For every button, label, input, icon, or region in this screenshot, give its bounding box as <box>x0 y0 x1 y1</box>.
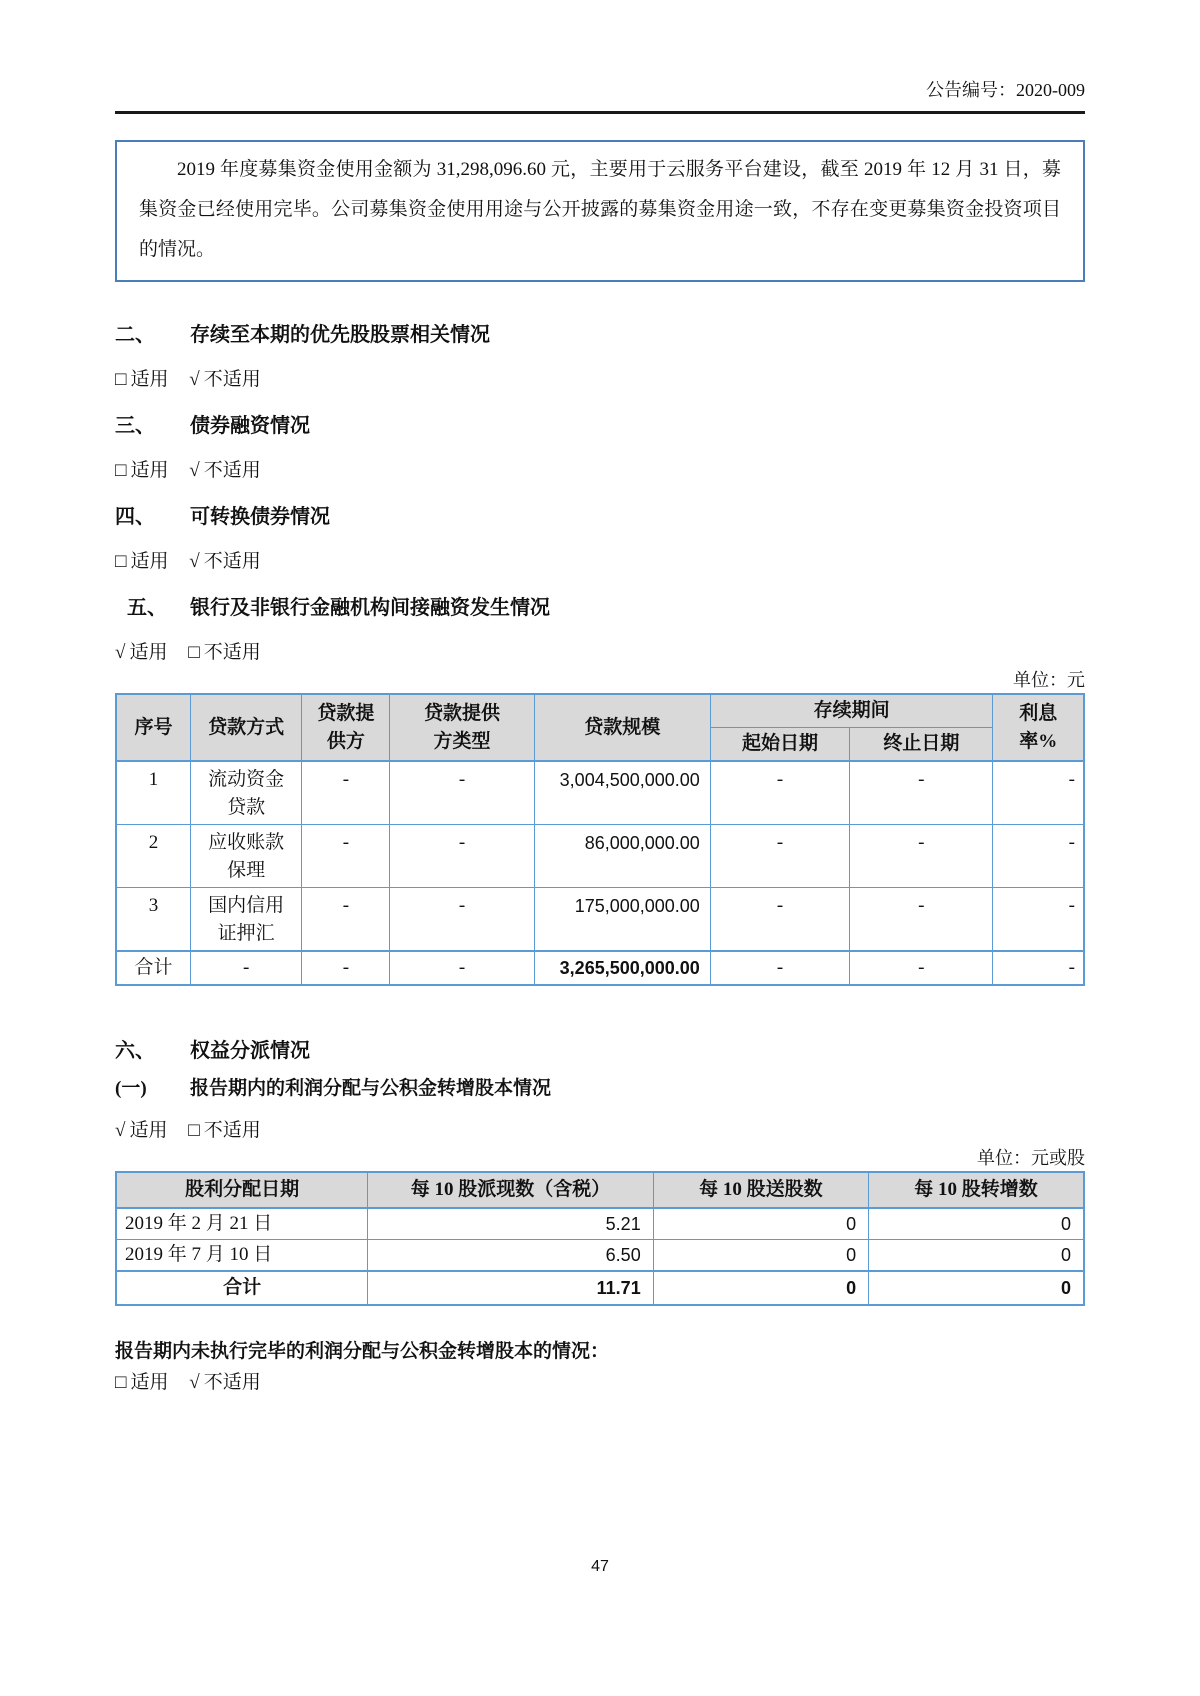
section-heading-3 <box>115 413 1085 439</box>
section-number: 五、 <box>127 597 167 619</box>
col-header-provider-type <box>390 694 534 761</box>
cell-provider: - <box>302 825 390 888</box>
section-number: 三、 <box>115 415 155 437</box>
col-header-bonus-per-10: 每 10 股送股数 <box>653 1172 868 1208</box>
section-number: 六、 <box>115 1040 155 1062</box>
option-label: 不适用 <box>203 551 261 572</box>
cell-rate: - <box>993 825 1084 888</box>
cell-start-date: - <box>710 825 849 888</box>
col-header-cash-per-10: 每 10 股派现数（含税） <box>368 1172 654 1208</box>
cell-provider: - <box>302 888 390 952</box>
col-header-provider <box>302 694 390 761</box>
checkbox-unchecked-icon: □ <box>115 369 127 390</box>
option-applicable <box>115 369 169 390</box>
section-number: 二、 <box>115 324 155 346</box>
checkmark-icon: √ <box>189 551 200 572</box>
checkbox-unchecked-icon: □ <box>188 642 200 663</box>
doc-number: 公告编号：2020-009 <box>926 80 1085 100</box>
table-row <box>116 1208 1084 1240</box>
col-header-seq: 序号 <box>116 694 191 761</box>
table-row <box>116 888 1084 952</box>
col-header-start-date: 起始日期 <box>710 728 849 762</box>
section-heading-5 <box>115 595 1085 621</box>
cell-seq: 1 <box>116 761 191 825</box>
applicability-row-5 <box>115 640 1085 665</box>
option-label: 适用 <box>129 642 168 663</box>
cell-end-date: - <box>850 888 993 952</box>
cell-scale-total: 3,265,500,000.00 <box>534 951 710 985</box>
cell-scale: 175,000,000.00 <box>534 888 710 952</box>
option-label: 不适用 <box>203 1120 261 1141</box>
cell-start-date: - <box>710 888 849 952</box>
cell-seq: 2 <box>116 825 191 888</box>
col-header-provider-label: 贷款提供方 <box>317 702 375 752</box>
cell-provider-type: - <box>390 888 534 952</box>
table-row <box>116 825 1084 888</box>
table-total-row <box>116 951 1084 985</box>
option-label: 适用 <box>130 460 169 481</box>
checkbox-unchecked-icon: □ <box>188 1120 200 1141</box>
cell-rate: - <box>993 951 1084 985</box>
section-title: 银行及非银行金融机构间接融资发生情况 <box>190 597 550 619</box>
cell-cash-total: 11.71 <box>368 1271 654 1305</box>
cell-provider-type: - <box>390 761 534 825</box>
cell-method <box>191 761 302 825</box>
section-heading-2 <box>115 322 1085 348</box>
subsection-number: (一) <box>115 1078 147 1099</box>
intro-text: 2019 年度募集资金使用金额为 31,298,096.60 元，主要用于云服务平台建设，截至 2019 年 12 月 31 日，募集资金已经使用完毕。公司募集资金使用用途与公开披露的募集资金用途一致，不存在变更募集资金投资项目的情况。 <box>139 159 1061 260</box>
loan-table <box>115 693 1085 986</box>
section-heading-4 <box>115 504 1085 530</box>
table-row <box>116 1240 1084 1272</box>
section-title: 存续至本期的优先股股票相关情况 <box>190 324 490 346</box>
option-applicable <box>115 1120 167 1141</box>
applicability-row-footer <box>115 1370 1085 1395</box>
option-applicable <box>115 551 169 572</box>
option-label: 不适用 <box>203 1372 261 1393</box>
cell-method-label: 国内信用证押汇 <box>208 895 285 944</box>
unit-label-loan: 单位：元 <box>1013 670 1085 690</box>
subsection-heading-6-1 <box>115 1076 1085 1101</box>
cell-rate: - <box>993 888 1084 952</box>
option-label: 适用 <box>130 1372 169 1393</box>
col-header-rate <box>993 694 1084 761</box>
cell-provider-type: - <box>390 951 534 985</box>
cell-scale: 86,000,000.00 <box>534 825 710 888</box>
cell-method <box>191 825 302 888</box>
cell-dividend-date: 2019 年 2 月 21 日 <box>116 1208 368 1240</box>
cell-transfer-per-10: 0 <box>869 1208 1084 1240</box>
col-header-method: 贷款方式 <box>191 694 302 761</box>
cell-start-date: - <box>710 951 849 985</box>
cell-dividend-date: 2019 年 7 月 10 日 <box>116 1240 368 1272</box>
cell-cash-per-10: 6.50 <box>368 1240 654 1272</box>
cell-end-date: - <box>850 951 993 985</box>
cell-method-label: 流动资金贷款 <box>208 769 285 818</box>
cell-bonus-per-10: 0 <box>653 1240 868 1272</box>
checkbox-unchecked-icon: □ <box>115 460 127 481</box>
table-total-row <box>116 1271 1084 1305</box>
option-applicable <box>115 460 169 481</box>
footer-note: 报告期内未执行完毕的利润分配与公积金转增股本的情况： <box>115 1341 610 1362</box>
checkbox-unchecked-icon: □ <box>115 551 127 572</box>
checkmark-icon: √ <box>189 369 200 390</box>
cell-scale: 3,004,500,000.00 <box>534 761 710 825</box>
option-applicable <box>115 642 167 663</box>
cell-provider-type: - <box>390 825 534 888</box>
section-heading-6 <box>115 1038 1085 1064</box>
applicability-row-4 <box>115 549 1085 574</box>
checkmark-icon: √ <box>189 1372 200 1393</box>
option-applicable <box>115 1372 169 1393</box>
applicability-row-6 <box>115 1118 1085 1143</box>
cell-provider: - <box>302 761 390 825</box>
cell-rate: - <box>993 761 1084 825</box>
col-header-end-date: 终止日期 <box>850 728 993 762</box>
option-label: 不适用 <box>203 460 261 481</box>
cell-total-label: 合计 <box>116 951 191 985</box>
option-not-applicable <box>189 1372 260 1393</box>
section-title: 债券融资情况 <box>190 415 310 437</box>
cell-transfer-total: 0 <box>869 1271 1084 1305</box>
col-header-scale: 贷款规模 <box>534 694 710 761</box>
col-header-transfer-per-10: 每 10 股转增数 <box>869 1172 1084 1208</box>
cell-total-label: 合计 <box>116 1271 368 1305</box>
cell-bonus-total: 0 <box>653 1271 868 1305</box>
cell-method <box>191 888 302 952</box>
option-label: 适用 <box>129 1120 168 1141</box>
checkbox-unchecked-icon: □ <box>115 1372 127 1393</box>
option-not-applicable <box>189 369 260 390</box>
cell-bonus-per-10: 0 <box>653 1208 868 1240</box>
col-header-period: 存续期间 <box>710 694 993 728</box>
dividend-table <box>115 1171 1085 1306</box>
cell-method: - <box>191 951 302 985</box>
cell-start-date: - <box>710 761 849 825</box>
checkmark-icon: √ <box>115 642 126 663</box>
checkmark-icon: √ <box>115 1120 126 1141</box>
intro-box <box>115 140 1085 282</box>
option-label: 不适用 <box>203 642 261 663</box>
cell-cash-per-10: 5.21 <box>368 1208 654 1240</box>
cell-transfer-per-10: 0 <box>869 1240 1084 1272</box>
col-header-provider-type-label: 贷款提供方类型 <box>424 702 501 752</box>
page-number: 47 <box>591 1558 609 1575</box>
cell-provider: - <box>302 951 390 985</box>
table-row <box>116 761 1084 825</box>
cell-end-date: - <box>850 825 993 888</box>
header-rule <box>115 111 1085 114</box>
applicability-row-3 <box>115 458 1085 483</box>
option-not-applicable <box>188 642 261 663</box>
col-header-rate-label: 利息率% <box>1019 702 1058 752</box>
subsection-title: 报告期内的利润分配与公积金转增股本情况 <box>190 1078 552 1099</box>
cell-method-label: 应收账款保理 <box>208 832 285 881</box>
section-title: 可转换债券情况 <box>190 506 330 528</box>
option-label: 适用 <box>130 369 169 390</box>
unit-label-dividend: 单位：元或股 <box>977 1148 1085 1168</box>
section-title: 权益分派情况 <box>190 1040 310 1062</box>
col-header-dividend-date: 股利分配日期 <box>116 1172 368 1208</box>
cell-end-date: - <box>850 761 993 825</box>
option-label: 不适用 <box>203 369 261 390</box>
option-not-applicable <box>189 551 260 572</box>
option-not-applicable <box>188 1120 261 1141</box>
cell-seq: 3 <box>116 888 191 952</box>
option-not-applicable <box>189 460 260 481</box>
checkmark-icon: √ <box>189 460 200 481</box>
option-label: 适用 <box>130 551 169 572</box>
applicability-row-2 <box>115 367 1085 392</box>
section-number: 四、 <box>115 506 155 528</box>
